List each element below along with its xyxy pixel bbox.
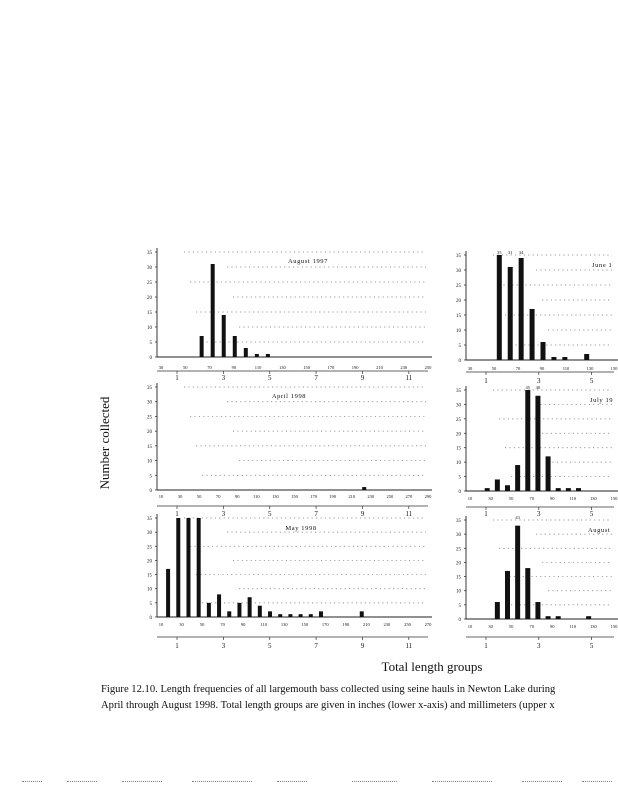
mm-tick-label: 290	[424, 494, 432, 499]
bar	[233, 336, 237, 357]
chart-panels	[147, 248, 618, 650]
mm-tick-label: 150	[610, 496, 618, 501]
bar	[268, 611, 272, 617]
y-tick-label: 20	[456, 561, 461, 567]
mm-tick-label: 130	[590, 624, 597, 629]
chart-panel	[147, 248, 432, 382]
mm-tick-label: 230	[383, 622, 391, 627]
mm-tick-label: 130	[590, 496, 597, 501]
mm-tick-label: 70	[207, 365, 212, 370]
x-axis-title: Total length groups	[381, 659, 483, 674]
mm-tick-label: 50	[508, 496, 514, 501]
mm-tick-label: 50	[508, 624, 514, 629]
y-tick-label: 0	[149, 489, 152, 494]
y-tick-label: 30	[147, 400, 152, 406]
y-tick-label: 35	[456, 254, 461, 259]
mm-tick-label: 250	[404, 622, 411, 627]
bar	[525, 390, 530, 491]
y-tick-label: 35	[147, 517, 152, 522]
page-footer-dots	[22, 781, 612, 787]
y-tick-label: 20	[456, 299, 461, 304]
mm-tick-label: 50	[491, 366, 497, 371]
inch-tick-label: 3	[221, 374, 226, 382]
mm-tick-label: 70	[515, 366, 521, 371]
bar	[248, 597, 252, 617]
mm-tick-label: 150	[610, 366, 618, 371]
mm-tick-label: 110	[260, 622, 267, 627]
bar	[584, 354, 589, 360]
mm-tick-label: 270	[424, 622, 432, 627]
inch-tick-label: 5	[589, 642, 594, 650]
bar	[362, 487, 366, 490]
mm-tick-label: 90	[550, 624, 555, 629]
bar	[546, 616, 551, 619]
y-tick-label: 20	[147, 430, 152, 436]
bar	[525, 568, 530, 619]
y-tick-label: 30	[147, 266, 152, 271]
y-tick-label: 10	[456, 329, 461, 334]
bar	[535, 602, 540, 619]
bar	[227, 611, 231, 617]
mm-tick-label: 110	[253, 494, 260, 499]
mm-tick-label: 150	[610, 624, 618, 629]
bar	[217, 594, 221, 617]
inch-tick-label: 3	[221, 510, 226, 518]
bar	[288, 614, 292, 617]
inch-tick-label: 11	[405, 642, 413, 650]
mm-tick-label: 70	[529, 624, 534, 629]
mm-tick-label: 130	[272, 494, 279, 499]
inch-tick-label: 1	[175, 510, 179, 518]
panel-title: April 1998	[271, 393, 307, 400]
mm-tick-label: 130	[586, 366, 594, 371]
mm-tick-label: 30	[158, 365, 164, 370]
mm-tick-label: 110	[562, 366, 570, 371]
y-tick-label: 0	[149, 356, 152, 361]
mm-tick-label: 30	[177, 494, 183, 499]
bar	[200, 336, 204, 357]
panel-title: June 1	[592, 262, 613, 269]
bar	[497, 255, 502, 360]
y-tick-label: 35	[147, 386, 152, 391]
y-tick-label: 10	[147, 459, 152, 465]
mm-tick-label: 90	[550, 496, 555, 501]
bar	[530, 309, 535, 360]
bar	[186, 518, 190, 617]
bar	[505, 571, 510, 619]
mm-tick-label: 50	[199, 622, 205, 627]
bar	[556, 488, 561, 491]
bar-label: 31	[507, 250, 513, 255]
mm-tick-label: 150	[301, 622, 309, 627]
inch-tick-label: 11	[405, 510, 413, 518]
bar	[266, 354, 270, 357]
y-tick-label: 10	[456, 589, 461, 595]
y-tick-label: 15	[147, 444, 152, 450]
y-tick-label: 15	[456, 446, 461, 452]
inch-tick-label: 1	[484, 510, 488, 518]
bar	[237, 603, 241, 617]
panel-title: May 1998	[285, 525, 317, 532]
y-tick-label: 25	[147, 415, 152, 421]
mm-tick-label: 30	[467, 366, 473, 371]
inch-tick-label: 5	[589, 510, 594, 518]
mm-tick-label: 130	[278, 365, 286, 370]
mm-tick-label: 10	[467, 496, 473, 501]
mm-tick-label: 250	[424, 365, 432, 370]
bar	[299, 614, 303, 617]
y-tick-label: 0	[458, 490, 461, 495]
y-tick-label: 5	[458, 344, 461, 349]
bar-label: 35	[497, 250, 502, 255]
y-axis-label: Number collected	[97, 396, 112, 490]
mm-tick-label: 70	[529, 496, 534, 501]
bar	[519, 258, 524, 360]
y-tick-label: 35	[147, 251, 152, 256]
y-tick-label: 15	[456, 575, 461, 581]
bar	[566, 488, 571, 491]
mm-tick-label: 210	[348, 494, 356, 499]
mm-tick-label: 70	[215, 494, 221, 499]
inch-tick-label: 3	[537, 642, 541, 650]
chart-panel	[456, 515, 618, 650]
y-tick-label: 0	[149, 616, 152, 621]
mm-tick-label: 110	[569, 624, 577, 629]
mm-tick-label: 110	[254, 365, 262, 370]
mm-tick-label: 170	[310, 494, 317, 499]
bar	[505, 485, 510, 491]
mm-tick-label: 90	[539, 366, 545, 371]
inch-tick-label: 7	[314, 642, 318, 650]
mm-tick-label: 90	[235, 494, 240, 499]
mm-tick-label: 150	[303, 365, 311, 370]
y-tick-label: 30	[456, 269, 461, 274]
inch-tick-label: 3	[537, 510, 541, 518]
mm-tick-label: 10	[158, 622, 164, 627]
bar	[255, 354, 259, 357]
mm-tick-label: 230	[367, 494, 375, 499]
mm-tick-label: 70	[220, 622, 225, 627]
mm-tick-label: 50	[183, 365, 188, 370]
mm-tick-label: 210	[376, 365, 383, 370]
bar	[508, 267, 513, 360]
y-tick-label: 35	[456, 519, 461, 524]
y-tick-label: 5	[149, 474, 152, 480]
bar	[546, 456, 551, 491]
y-tick-label: 15	[147, 573, 152, 579]
panel-title: August 1997	[287, 258, 329, 265]
mm-tick-label: 150	[291, 494, 298, 499]
mm-tick-label: 50	[196, 494, 202, 499]
chart-panel	[456, 385, 618, 518]
inch-tick-label: 11	[405, 374, 413, 382]
y-tick-label: 30	[456, 403, 461, 409]
y-tick-label: 5	[149, 601, 152, 607]
inch-tick-label: 5	[267, 510, 272, 518]
caption-line-2: April through August 1998. Total length groups are given in inches (lower x-axis) and millimeters (upper x	[101, 700, 555, 711]
bar-label: 40	[535, 385, 541, 390]
inch-tick-label: 9	[360, 510, 365, 518]
y-tick-label: 25	[456, 417, 461, 423]
inch-tick-label: 9	[360, 374, 365, 382]
inch-tick-label: 9	[360, 642, 365, 650]
bar-label: 43	[515, 515, 520, 520]
mm-tick-label: 270	[405, 494, 413, 499]
y-tick-label: 25	[456, 284, 461, 289]
chart-panel	[456, 250, 618, 385]
y-tick-label: 5	[458, 475, 461, 481]
panel-title: August	[588, 527, 611, 534]
bar	[222, 315, 226, 357]
mm-tick-label: 130	[280, 622, 288, 627]
mm-tick-label: 210	[363, 622, 370, 627]
panel-title: July 19	[590, 397, 614, 404]
mm-tick-label: 250	[386, 494, 394, 499]
bar-label: 45	[525, 385, 531, 390]
y-tick-label: 35	[456, 389, 461, 394]
inch-tick-label: 3	[221, 642, 226, 650]
mm-tick-label: 230	[400, 365, 408, 370]
y-tick-label: 30	[147, 531, 152, 537]
bar	[278, 614, 282, 617]
bar	[495, 602, 500, 619]
bar	[197, 518, 201, 617]
bar	[207, 603, 211, 617]
figure-caption	[101, 682, 618, 714]
mm-tick-label: 90	[231, 365, 237, 370]
bar	[211, 264, 215, 357]
mm-tick-label: 190	[329, 494, 337, 499]
bar	[576, 488, 581, 491]
inch-tick-label: 5	[589, 377, 594, 385]
chart-panel	[147, 514, 432, 650]
inch-tick-label: 7	[314, 510, 318, 518]
mm-tick-label: 10	[158, 494, 164, 499]
bar	[586, 616, 591, 619]
bar	[309, 614, 313, 617]
y-tick-label: 25	[147, 545, 152, 551]
y-tick-label: 15	[147, 311, 152, 316]
y-tick-label: 15	[456, 314, 461, 319]
mm-tick-label: 10	[467, 624, 473, 629]
y-tick-label: 5	[149, 341, 152, 346]
inch-tick-label: 1	[175, 642, 179, 650]
bar	[515, 526, 520, 619]
mm-tick-label: 30	[488, 624, 493, 629]
bar	[535, 396, 540, 491]
y-tick-label: 20	[147, 296, 152, 301]
bar	[495, 479, 500, 491]
mm-tick-label: 90	[240, 622, 246, 627]
mm-tick-label: 30	[488, 496, 493, 501]
mm-tick-label: 190	[351, 365, 359, 370]
y-tick-label: 0	[458, 359, 461, 364]
chart-panel	[147, 383, 432, 518]
mm-tick-label: 170	[321, 622, 329, 627]
y-tick-label: 25	[456, 547, 461, 553]
inch-tick-label: 7	[314, 374, 318, 382]
bar	[551, 357, 556, 360]
bar	[360, 611, 364, 617]
y-tick-label: 20	[147, 559, 152, 565]
bar	[541, 342, 546, 360]
bar	[258, 606, 262, 617]
mm-tick-label: 110	[569, 496, 577, 501]
mm-tick-label: 30	[179, 622, 184, 627]
y-tick-label: 30	[456, 533, 461, 539]
inch-tick-label: 1	[484, 377, 488, 385]
bar	[556, 616, 561, 619]
mm-tick-label: 190	[342, 622, 350, 627]
bar-label: 34	[518, 250, 524, 255]
y-tick-label: 10	[147, 587, 152, 593]
y-tick-label: 5	[458, 603, 461, 609]
inch-tick-label: 5	[267, 642, 272, 650]
inch-tick-label: 1	[175, 374, 179, 382]
bar	[515, 465, 520, 491]
bar	[319, 611, 323, 617]
caption-line-1: Figure 12.10. Length frequencies of all largemouth bass collected using seine hauls in Newton Lake during	[101, 684, 556, 695]
inch-tick-label: 5	[267, 374, 272, 382]
y-tick-label: 10	[147, 326, 152, 331]
bar	[166, 569, 170, 617]
mm-tick-label: 170	[327, 365, 335, 370]
bar	[562, 357, 567, 360]
bar	[485, 488, 490, 491]
y-tick-label: 20	[456, 432, 461, 438]
inch-tick-label: 1	[484, 642, 488, 650]
inch-tick-label: 3	[537, 377, 541, 385]
bar	[244, 348, 248, 357]
y-tick-label: 0	[458, 618, 461, 623]
y-tick-label: 25	[147, 281, 152, 286]
bar	[176, 518, 180, 617]
y-tick-label: 10	[456, 461, 461, 467]
